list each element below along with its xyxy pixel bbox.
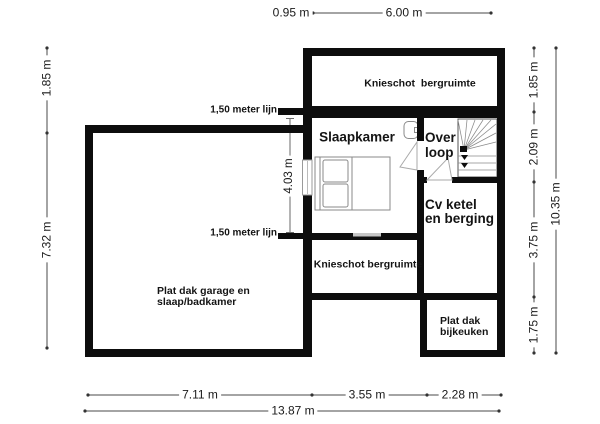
- wall-garage-top: [85, 125, 303, 133]
- meter-line-label-top: 1,50 meter lijn: [210, 104, 277, 116]
- dim-right-seg1: 1.85 m: [528, 58, 541, 103]
- wall-bijkeuken-bottom: [420, 350, 505, 357]
- wall-overloop-bottom-a: [417, 177, 427, 183]
- room-label-garage-line2: slaap/badkamer: [157, 296, 237, 308]
- room-label-garage-line1: Plat dak garage en: [157, 285, 250, 297]
- pillow: [323, 160, 348, 182]
- room-label-overloop: [425, 130, 456, 160]
- room-label-knieschot-bottom: Knieschot bergruimte: [313, 258, 423, 271]
- wall-left-shared-upper: [303, 48, 312, 160]
- dim-right-total: 10.35 m: [550, 178, 563, 229]
- room-label-cv-line1: Cv ketel: [425, 197, 477, 212]
- wall-kneewall-bottom-stub: [278, 233, 305, 239]
- bed: [315, 157, 390, 210]
- meter-line-label-bottom: 1,50 meter lijn: [210, 227, 277, 239]
- dim-bottom-seg1: 7.11 m: [179, 389, 221, 402]
- room-label-bijkeuken: [440, 316, 488, 338]
- dim-right-seg4: 1.75 m: [528, 303, 541, 348]
- wall-overloop-bottom-b: [452, 177, 505, 183]
- dim-right-seg2: 2.09 m: [528, 125, 541, 170]
- room-label-cv-ketel: [425, 198, 494, 226]
- wall-bijkeuken-left: [420, 293, 427, 357]
- door-swing-cv-ketel: [427, 158, 452, 180]
- pillow: [323, 184, 348, 207]
- window: [303, 160, 313, 195]
- newel-post: [460, 146, 467, 152]
- dim-bottom-total: 13.87 m: [268, 405, 317, 418]
- room-label-bijkeuken-line2: bijkeuken: [440, 326, 489, 338]
- kneewall-window-segment: [353, 233, 381, 237]
- dim-top-width: 6.00 m: [383, 7, 426, 20]
- dim-left-upper: 1.85 m: [41, 56, 54, 101]
- door-swing-slaapkamer: [400, 142, 417, 170]
- wall-kneewall-top: [303, 106, 505, 118]
- room-label-overloop-line2: loop: [425, 145, 454, 160]
- dim-left-lower: 7.32 m: [41, 218, 54, 263]
- wall-overloop-left-upper: [417, 108, 424, 141]
- wall-garage-bottom: [85, 349, 312, 357]
- room-label-cv-line2: en berging: [425, 211, 495, 226]
- room-label-garage: [157, 286, 250, 308]
- toilet-fixture: [404, 122, 419, 139]
- wall-garage-left: [85, 125, 93, 357]
- dim-bottom-seg2: 3.55 m: [346, 389, 389, 402]
- room-label-overloop-line1: Over: [425, 130, 456, 145]
- wall-top: [303, 48, 505, 56]
- slaapkamer-depth-label: 4.03 m: [283, 155, 295, 196]
- room-label-slaapkamer: Slaapkamer: [319, 129, 395, 145]
- dim-top-offset: 0.95 m: [270, 7, 313, 20]
- dim-bottom-seg3: 2.28 m: [439, 389, 482, 402]
- wall-mid-bottom: [303, 293, 505, 300]
- wall-right-outer: [497, 48, 505, 357]
- staircase: [458, 119, 497, 177]
- wall-kneewall-top-stub: [278, 108, 305, 115]
- dim-right-seg3: 3.75 m: [528, 218, 541, 263]
- room-label-knieschot-top: Knieschot bergruimte: [364, 77, 476, 90]
- wall-left-shared-lower: [303, 195, 312, 357]
- room-label-bijkeuken-line1: Plat dak: [440, 315, 481, 327]
